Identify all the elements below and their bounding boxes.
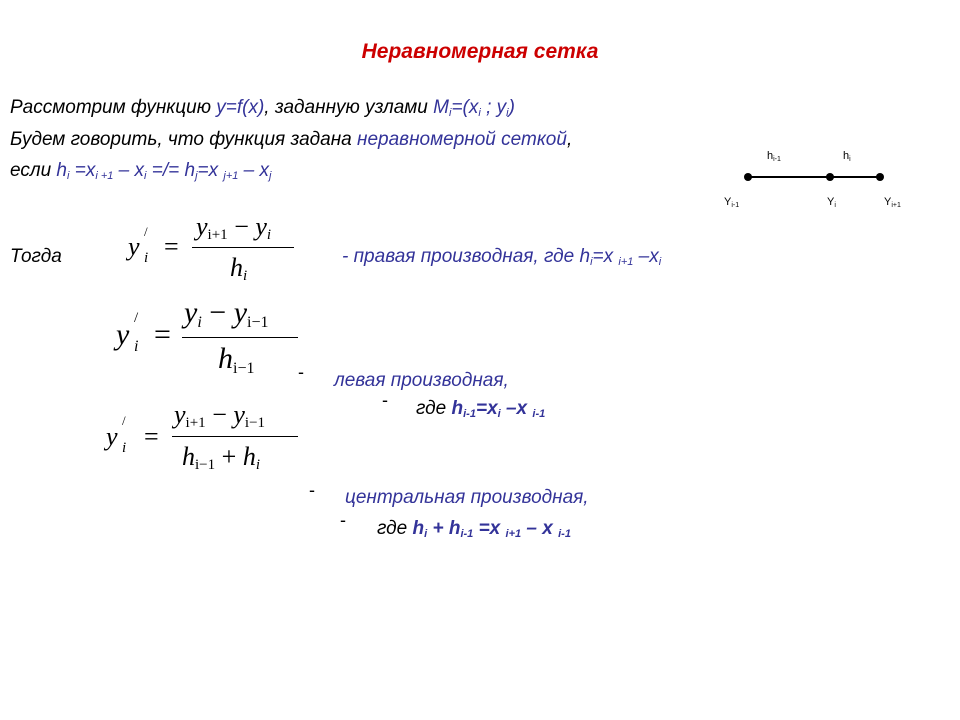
- formula-right-derivative: [126, 210, 306, 290]
- formula-equals: =: [154, 318, 171, 351]
- left-derivative-dash-2: -: [382, 390, 388, 410]
- intro-text: если: [10, 160, 57, 181]
- grid-diagram: [740, 165, 900, 189]
- formula-lhs: y: [128, 232, 140, 261]
- formula-lhs-sub: i: [144, 250, 149, 266]
- function-notation: y=f(x): [216, 97, 265, 118]
- y-cur-label: $Y_i$: [827, 196, 836, 209]
- grid-node-prev: [744, 173, 752, 181]
- y-next-label: $Y_{i+1}$: [884, 196, 901, 209]
- intro-text: Рассмотрим функцию: [10, 97, 217, 118]
- grid-node-current: [826, 173, 834, 181]
- central-derivative-label: центральная производная,: [345, 487, 589, 508]
- left-derivative-step: где $h_{i-1}=x_i$ –x $_{i-1}$: [416, 398, 546, 420]
- intro-line-3: [10, 160, 271, 182]
- formula-lhs-sub: i: [134, 338, 139, 355]
- central-step-formula: $h_i + h_{i-1} =x$ $_{i+1}$ – x $_{i-1}$: [412, 518, 571, 540]
- intro-line-1: [10, 97, 515, 119]
- formula-lhs-sup: /: [122, 413, 126, 428]
- formula-numerator: yi − yi−1: [184, 296, 269, 331]
- nodes-notation: $M_i=(x_i$ ; $y_i$): [433, 97, 515, 119]
- formula-numerator: yi+1 − yi: [196, 212, 272, 243]
- formula-left-derivative: [112, 292, 312, 387]
- left-derivative-label: левая производная,: [334, 370, 509, 391]
- formula-lhs-sub: i: [122, 440, 127, 456]
- central-derivative-dash: -: [309, 480, 315, 500]
- then-label: Тогда: [10, 246, 62, 267]
- formula-denominator: hi: [230, 253, 248, 284]
- formula-lhs-sup: /: [134, 310, 139, 326]
- formula-denominator: hi−1: [218, 342, 255, 377]
- left-derivative-dash: -: [298, 362, 304, 382]
- h-prev-label: $h_{i-1}$: [767, 150, 781, 163]
- h-cur-label: $h_i$: [843, 150, 851, 163]
- central-derivative-dash-2: -: [340, 510, 346, 530]
- fraction-bar: [192, 247, 294, 248]
- page-title: Неравномерная сетка: [361, 40, 599, 63]
- grid-node-next: [876, 173, 884, 181]
- left-step-formula: $h_{i-1}=x_i$ –x $_{i-1}$: [451, 398, 546, 420]
- intro-text: , заданную узлами: [264, 97, 434, 118]
- central-derivative-step: где $h_i + h_{i-1} =x$ $_{i+1}$ – x $_{i-1}$: [377, 518, 571, 540]
- intro-text: Будем говорить, что функция задана: [10, 129, 358, 150]
- formula-central-derivative: [104, 398, 314, 483]
- right-derivative-label: - правая производная, где $h_i=x$ $_{i+1}$ $-x_i$: [342, 246, 662, 268]
- formula-lhs: y: [116, 318, 130, 351]
- fraction-bar: [172, 436, 298, 437]
- formula-equals: =: [144, 422, 159, 451]
- intro-line-2: [10, 129, 572, 151]
- formula-lhs: y: [106, 422, 118, 451]
- formula-lhs-sup: /: [144, 224, 148, 239]
- uneven-grid-term: неравномерной сеткой: [357, 129, 567, 150]
- formula-numerator: yi+1 − yi−1: [174, 400, 266, 431]
- formula-equals: =: [164, 232, 179, 261]
- intro-text: ,: [566, 129, 573, 150]
- condition-notation: $h_i =x_{i +1} - x_i$ =/= $h_j=x$ $_{j+1} - x_j$: [56, 160, 272, 182]
- fraction-bar: [182, 337, 298, 338]
- y-prev-label: $Y_{i-1}$: [724, 196, 740, 209]
- formula-denominator: hi−1 + hi: [182, 442, 260, 473]
